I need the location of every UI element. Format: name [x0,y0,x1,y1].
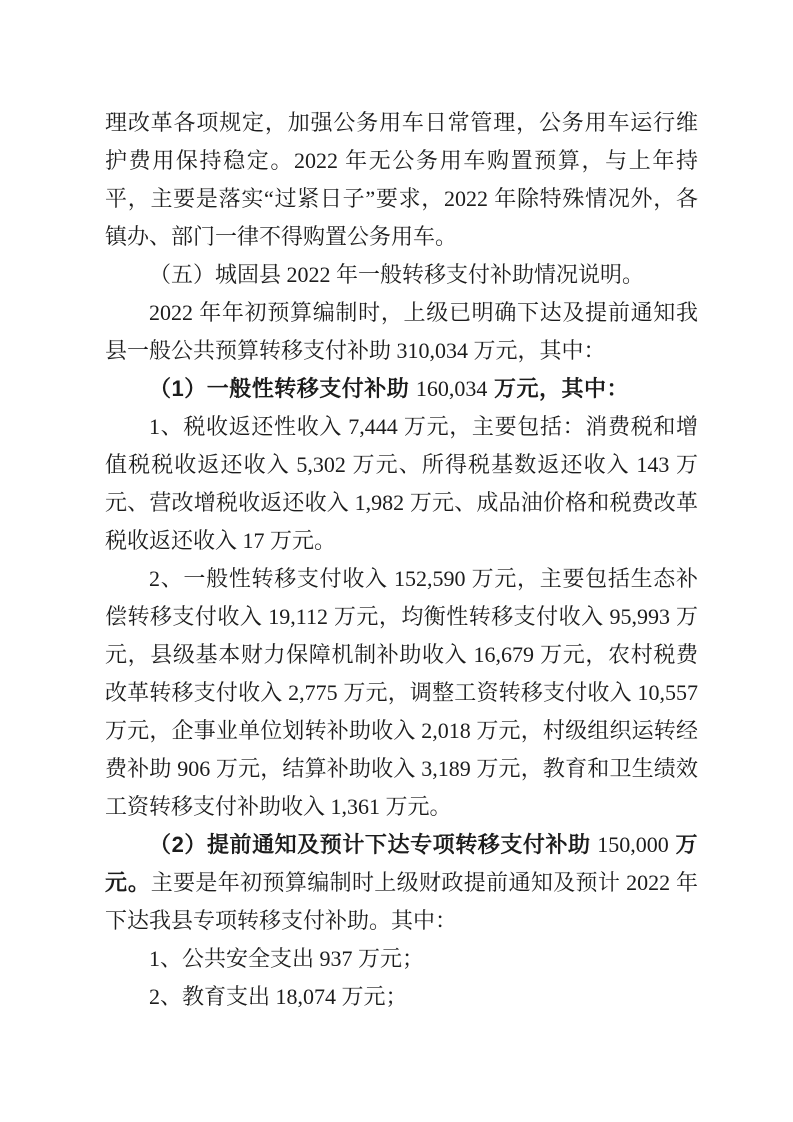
item-1-amount: 160,034 [415,376,488,401]
item-1-heading-lead: （1）一般性转移支付补助 [149,376,416,401]
paragraph-vehicle-policy-continuation: 理改革各项规定，加强公务用车日常管理，公务用车运行维护费用保持稳定。2022 年无公务用车购置预算，与上年持平，主要是落实“过紧日子”要求，2022 年除特殊情况外，各镇办、部门一律不得购置公务用车。 [105,110,698,249]
paragraph-item-1-general-transfer [105,370,698,408]
item-2-amount: 150,000 [597,832,669,857]
item-2-description: 主要是年初预算编制时上级财政提前通知及预计 2022 年下达我县专项转移支付补助。其中： [105,870,698,933]
item-1-heading-tail: 万元，其中： [487,376,629,401]
paragraph-public-safety-expense: 1、公共安全支出 937 万元； [149,946,425,971]
paragraph-education-expense: 2、教育支出 18,074 万元； [149,984,408,1009]
item-2-heading-tail: 万元。 [105,832,698,895]
paragraph-general-transfer-income: 2、一般性转移支付收入 152,590 万元，主要包括生态补偿转移支付收入 19,112 万元，均衡性转移支付收入 95,993 万元，县级基本财力保障机制补助收入 16,679 万元，农村税费改革转移支付收入 2,775 万元，调整工资转移支付收入 10,557 万元，企事业单位划转补助收入 2,018 万元，村级组织运转经费补助 906 万元，结算补助收入 3,189 万元，教育和卫生绩效工资转移支付补助收入 1,361 万元。 [105,566,698,819]
paragraph-transfer-payment-intro: 2022 年年初预算编制时，上级已明确下达及提前通知我县一般公共预算转移支付补助 310,034 万元，其中： [105,300,698,363]
paragraph-item-2-special-transfer [105,826,698,940]
paragraph-tax-refund-income: 1、税收返还性收入 7,444 万元，主要包括：消费税和增值税税收返还收入 5,302 万元、所得税基数返还收入 143 万元、营改增税收返还收入 1,982 万元、成品油价格和税费改革税收返还收入 17 万元。 [105,414,698,553]
item-2-heading-lead: （2）提前通知及预计下达专项转移支付补助 [149,832,598,857]
paragraph-section-5-heading: （五）城固县 2022 年一般转移支付补助情况说明。 [149,262,645,287]
